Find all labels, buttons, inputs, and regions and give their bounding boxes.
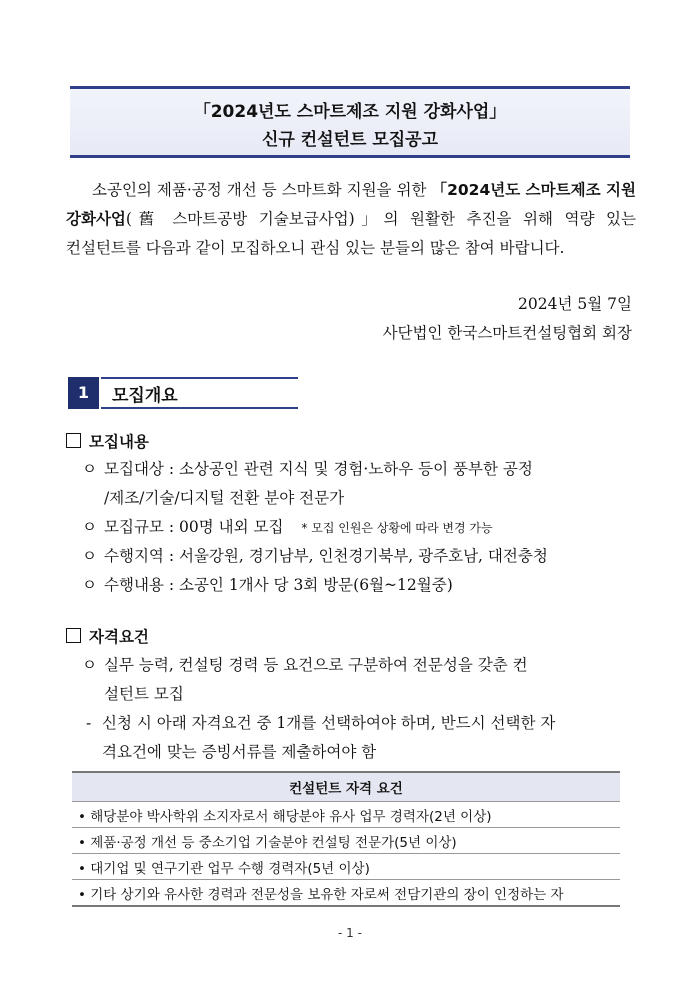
table-cell: • 기타 상기와 유사한 경력과 전문성을 보유한 자로써 전담기관의 장이 인정하는 자 — [72, 880, 620, 907]
table-cell: • 해당분야 박사학위 소지자로서 해당분야 유사 업무 경력자(2년 이상) — [72, 802, 620, 828]
list-item-text — [104, 513, 638, 543]
table-cell: • 제품·공정 개선 등 중소기업 기술분야 컨설팅 전문가(5년 이상) — [72, 828, 620, 854]
list-item — [82, 542, 638, 571]
table-row — [72, 802, 620, 828]
list-item-main: 모집규모 : 00명 내외 모집 — [104, 518, 284, 536]
list-item-continuation: /제조/기술/디지털 전환 분야 전문가 — [104, 489, 345, 507]
section-number: 1 — [68, 377, 99, 409]
table-row — [72, 854, 620, 880]
list-item — [82, 651, 638, 709]
list-item-text: 실무 능력, 컨설팅 경력 등 요건으로 구분하여 전문성을 갖춘 컨 — [104, 656, 528, 674]
subsection-title: 모집내용 — [89, 433, 149, 451]
intro-bold-text: 「2024년도 스마트제조 지원 강화사업 — [66, 181, 636, 228]
bullet-dash: - — [86, 714, 92, 732]
checkbox-square-icon — [66, 433, 81, 448]
intro-paragraph — [66, 176, 636, 263]
bullet-circle: ㅇ — [82, 518, 97, 536]
intro-text-1: 소공인의 제품·공정 개선 등 스마트화 지원을 위한 — [92, 181, 432, 199]
table-cell: • 대기업 및 연구기관 업무 수행 경력자(5년 이상) — [72, 854, 620, 880]
intro-text-2: (舊 스마트공방 기술보급사업)」의 원활한 추진을 위해 역량 있는 컨설턴트를 다음과 같이 모집하오니 관심 있는 분들의 많은 참여 바랍니다. — [66, 210, 636, 257]
list-item-continuation: 설턴트 모집 — [104, 685, 184, 703]
list-item-text: 모집대상 : 소상공인 관련 지식 및 경험·노하우 등이 풍부한 공정 — [104, 460, 533, 478]
section-title: 모집개요 — [112, 386, 178, 406]
list-item — [82, 455, 638, 513]
table-row — [72, 880, 620, 907]
table-row — [72, 828, 620, 854]
title-box — [70, 86, 630, 158]
list-item-note: * 모집 인원은 상황에 따라 변경 가능 — [301, 521, 493, 535]
table-header: 컨설턴트 자격 요건 — [72, 772, 620, 802]
subsection-title: 자격요건 — [89, 628, 149, 646]
bullet-circle: ㅇ — [82, 656, 97, 674]
page-number: - 1 - — [338, 926, 362, 940]
section-header — [68, 377, 298, 409]
announcement-date: 2024년 5월 7일 — [518, 295, 632, 313]
list-item — [82, 571, 638, 600]
list-item-text: 신청 시 아래 자격요건 중 1개를 선택하여야 하며, 반드시 선택한 자 — [102, 714, 556, 732]
list-item-text: 수행내용 : 소공인 1개사 당 3회 방문(6월~12월중) — [104, 576, 453, 594]
section-line-bottom — [101, 407, 298, 409]
checkbox-square-icon — [66, 628, 81, 643]
list-item — [82, 513, 638, 543]
subsection-qualification — [66, 625, 149, 647]
bullet-circle: ㅇ — [82, 547, 97, 565]
title-line2: 신규 컨설턴트 모집공고 — [261, 130, 439, 150]
bullet-circle: ㅇ — [82, 576, 97, 594]
list-item-text: 수행지역 : 서울강원, 경기남부, 인천경기북부, 광주호남, 대전충청 — [104, 547, 548, 565]
qualification-table — [72, 771, 620, 907]
list-item-continuation: 격요건에 맞는 증빙서류를 제출하여야 함 — [102, 743, 377, 761]
organization-signature: 사단법인 한국스마트컨설팅협회 회장 — [382, 324, 632, 342]
title-line1: 「2024년도 스마트제조 지원 강화사업」 — [193, 102, 507, 122]
section-line-top — [101, 377, 298, 379]
bullet-circle: ㅇ — [82, 460, 97, 478]
subsection-recruitment — [66, 430, 149, 452]
list-item — [86, 709, 638, 767]
